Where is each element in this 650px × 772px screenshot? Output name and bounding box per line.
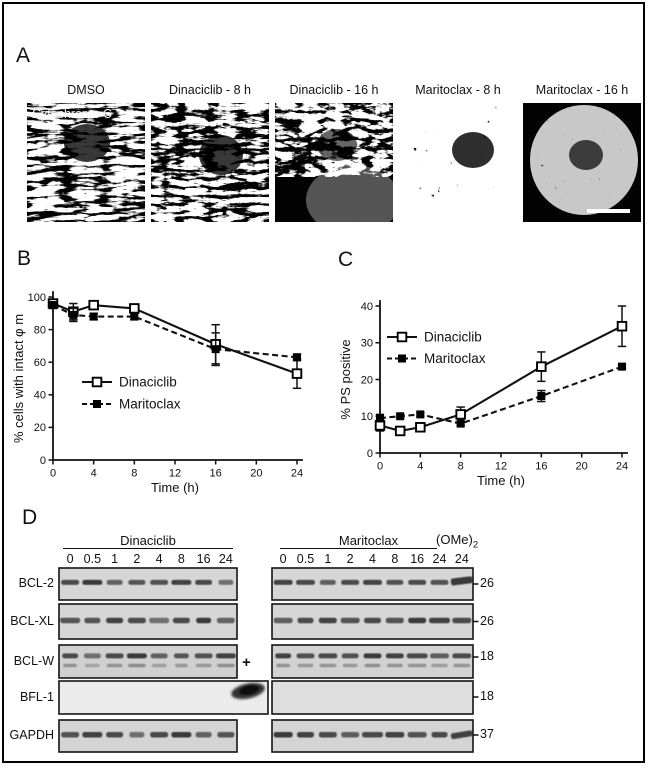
data-point-open-square (293, 369, 302, 378)
legend-label: Dinaciclib (119, 374, 177, 390)
panel-a-label: A (16, 44, 31, 67)
lane-label: 0 (66, 551, 74, 566)
micrograph-title: Maritoclax - 16 h (535, 83, 629, 97)
nucleus-shadow (199, 135, 243, 175)
y-tick-label: 20 (360, 374, 373, 387)
x-tick-label: 4 (90, 467, 97, 480)
y-tick-label: 60 (33, 357, 46, 369)
blot-row-label: BCL-XL (10, 613, 54, 628)
lane-label: 24 (432, 551, 447, 566)
molecular-weight-label: 37 (480, 727, 494, 741)
data-point-open-square (89, 301, 98, 310)
x-tick-label: 24 (615, 460, 629, 473)
data-point-open-square (618, 322, 627, 331)
x-tick-label: 20 (575, 460, 588, 473)
nucleus-shadow (64, 124, 110, 162)
lane-label: 2 (133, 551, 141, 566)
data-point-filled-square (396, 412, 404, 420)
micrograph-dmso (27, 103, 145, 222)
y-tick-label: 10 (360, 411, 373, 424)
lane-label: 4 (369, 551, 376, 566)
data-point-filled-square (376, 414, 384, 422)
x-tick-label: 12 (494, 460, 508, 473)
micrograph-dinaciclib-16h (275, 103, 393, 222)
y-axis-title: % cells with intact φ m (11, 313, 26, 444)
ome-label: (OMe) (436, 532, 473, 547)
lane-label: 24 (454, 551, 469, 566)
x-tick-label: 8 (457, 460, 464, 473)
panel-c-label: C (338, 248, 354, 271)
lane-label: 2 (346, 551, 354, 566)
maritoclax-underline (280, 548, 437, 549)
lane-label: 8 (391, 551, 399, 566)
x-axis-title: Time (h) (477, 473, 525, 488)
lane-label: 24 (218, 551, 233, 566)
lane-label: 1 (324, 551, 332, 566)
micrograph-maritoclax-16h (523, 103, 641, 222)
data-point-filled-square (398, 355, 406, 363)
y-tick-label: 40 (360, 300, 373, 313)
lane-label: 8 (177, 551, 185, 566)
x-tick-label: 12 (168, 467, 182, 480)
y-tick-label: 0 (366, 447, 373, 460)
data-point-open-square (93, 378, 102, 387)
micrograph-dinaciclib-8h (151, 103, 269, 222)
x-tick-label: 0 (376, 460, 384, 473)
chart-ps-positive (330, 250, 648, 498)
panel-d-label: D (22, 506, 38, 529)
data-point-filled-square (537, 392, 545, 400)
data-point-filled-square (293, 353, 301, 361)
dinaciclib-underline (63, 548, 233, 549)
blot-row-label: BCL-W (13, 653, 54, 668)
x-tick-label: 4 (417, 460, 424, 473)
stain-label: Cytochrome C (32, 107, 112, 121)
blot-row-label: BFL-1 (19, 689, 54, 704)
x-tick-label: 16 (535, 460, 548, 473)
series-line-dinaciclib (380, 326, 622, 431)
data-point-filled-square (49, 301, 57, 309)
data-point-filled-square (618, 363, 626, 371)
data-point-filled-square (212, 345, 220, 353)
lane-label: 0.5 (296, 551, 315, 566)
nucleus-shadow (317, 129, 357, 161)
nucleus-shadow (569, 140, 603, 170)
x-tick-label: 20 (250, 467, 263, 480)
data-point-filled-square (416, 410, 424, 418)
chart-membrane-potential (12, 250, 330, 498)
micrograph-cell (399, 83, 517, 222)
y-tick-label: 40 (33, 389, 46, 402)
micrograph-title: DMSO (67, 83, 105, 97)
micrograph-title: Dinaciclib - 16 h (289, 83, 379, 97)
legend-label: Dinaciclib (424, 329, 482, 345)
legend-label: Maritoclax (424, 351, 486, 367)
group-header-ome2 (436, 532, 478, 551)
molecular-weight-label: 26 (480, 576, 494, 590)
data-point-filled-square (130, 313, 138, 321)
lane-label: 16 (196, 551, 211, 566)
data-point-open-square (456, 410, 465, 419)
y-tick-label: 80 (33, 324, 46, 337)
micrograph-cell (523, 83, 641, 222)
group-header-maritoclax: Maritoclax (338, 533, 399, 548)
data-point-open-square (537, 362, 546, 371)
data-point-filled-square (90, 313, 98, 321)
lane-label: 16 (410, 551, 425, 566)
micrograph-title: Dinaciclib - 8 h (169, 83, 251, 97)
molecular-weight-label: 18 (480, 689, 494, 703)
lane-label: 4 (155, 551, 163, 566)
lane-label: 0.5 (83, 551, 102, 566)
ome-subscript: 2 (472, 539, 479, 551)
x-tick-label: 16 (209, 467, 222, 480)
positive-control-plus: + (242, 654, 251, 671)
legend-label: Maritoclax (119, 396, 181, 412)
micrograph-maritoclax-8h (399, 103, 517, 222)
panel-b-label: B (17, 247, 32, 270)
micrograph-cell (151, 83, 269, 222)
scale-bar (587, 209, 630, 214)
molecular-weight-label: 26 (480, 613, 494, 628)
y-tick-label: 100 (27, 291, 46, 304)
data-point-filled-square (93, 400, 101, 408)
x-axis-title: Time (h) (151, 480, 199, 495)
y-tick-label: 0 (39, 454, 46, 467)
x-tick-label: 24 (290, 467, 304, 480)
data-point-open-square (416, 423, 425, 432)
lane-label: 0 (279, 551, 287, 566)
y-axis-title: % PS positive (338, 339, 353, 420)
x-tick-label: 8 (131, 467, 138, 480)
lane-label: 1 (111, 551, 119, 566)
micrograph-title: Maritoclax - 8 h (415, 83, 501, 97)
series-line-maritoclax (380, 367, 622, 424)
micrograph-cell (275, 83, 393, 222)
data-point-filled-square (69, 311, 77, 319)
data-point-open-square (398, 333, 407, 342)
blot-row-label: GAPDH (9, 728, 54, 742)
x-tick-label: 0 (49, 467, 57, 480)
blot-row-label: BCL-2 (18, 576, 54, 590)
data-point-open-square (130, 304, 139, 313)
micrograph-cell (27, 83, 145, 222)
data-point-filled-square (457, 420, 465, 428)
data-point-open-square (396, 427, 405, 436)
molecular-weight-label: 18 (480, 649, 494, 663)
group-header-dinaciclib: Dinaciclib (120, 533, 176, 548)
panel-a-image-row (27, 83, 641, 222)
y-tick-label: 30 (360, 337, 373, 350)
y-tick-label: 20 (33, 422, 46, 435)
nucleus-shadow (452, 132, 494, 168)
